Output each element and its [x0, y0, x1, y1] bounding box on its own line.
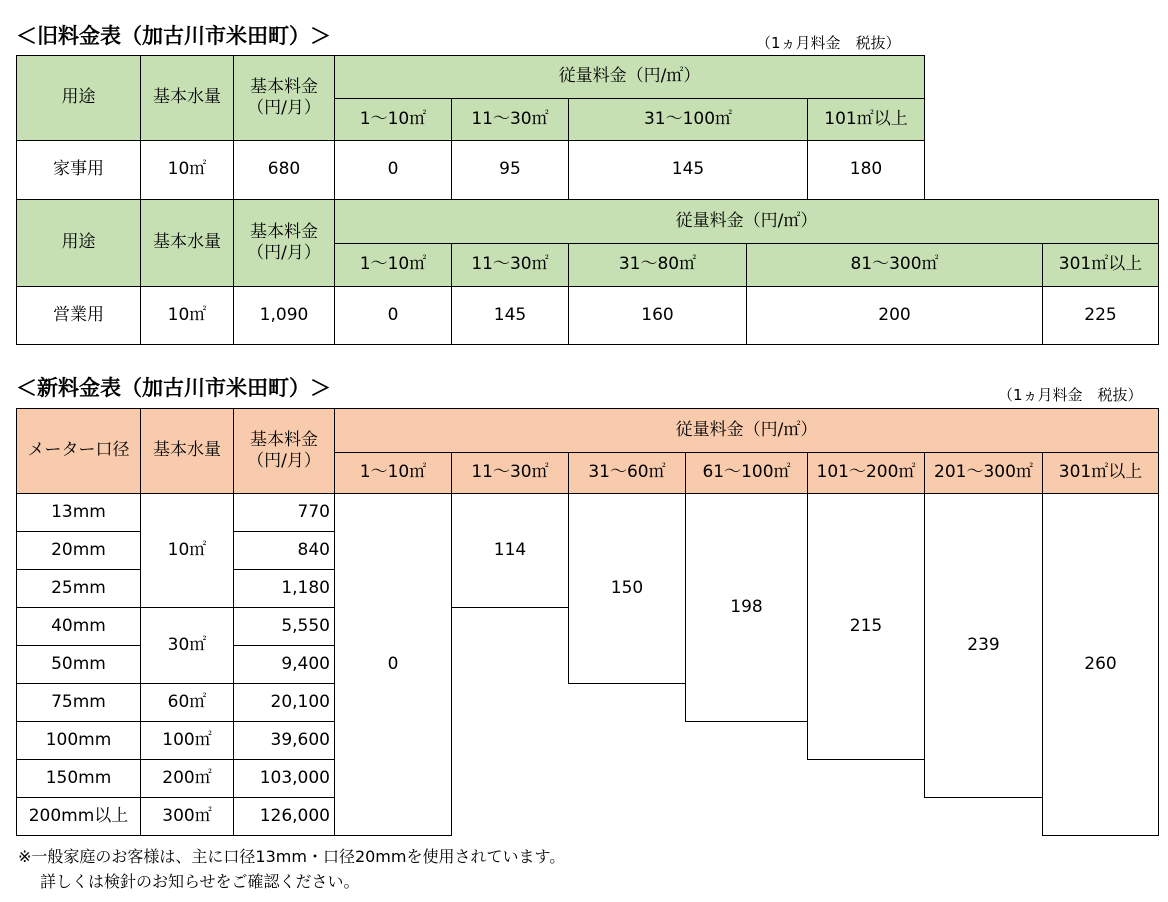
footnote-line-1: ※一般家庭のお客様は、主に口径13mm・口径20mmを使用されています。 [18, 847, 566, 866]
tier-3: 31～60㎡ [568, 452, 686, 494]
home-rate-3: 145 [568, 140, 808, 200]
rate-tier-2: 114 [451, 493, 569, 608]
rate-tier-4: 198 [685, 493, 808, 722]
new-table-title: ＜新料金表（加古川市米田町）＞ [16, 376, 331, 400]
business-rate-2: 145 [451, 286, 569, 345]
business-rate-1: 0 [334, 286, 452, 345]
tier-4: 101㎡以上 [807, 98, 925, 141]
business-rate-3: 160 [568, 286, 747, 345]
tier-3: 31～80㎡ [568, 243, 747, 287]
tier-4: 61～100㎡ [685, 452, 808, 494]
base-fee-40mm: 5,550 [233, 607, 335, 646]
tier-2: 11～30㎡ [451, 452, 569, 494]
header-use: 用途 [16, 199, 141, 287]
business-base-fee: 1,090 [233, 286, 335, 345]
rate-tier-6: 239 [924, 493, 1043, 798]
meter-50mm: 50mm [16, 645, 141, 684]
tier-5: 101～200㎡ [807, 452, 925, 494]
header-metered: 従量料金（円/㎡） [334, 408, 1159, 453]
meter-200mm-plus: 200mm以上 [16, 797, 141, 836]
old-table-note: （1ヵ月料金 税抜） [756, 34, 901, 52]
rate-tier-3: 150 [568, 493, 686, 684]
tier-2: 11～30㎡ [451, 98, 569, 141]
tier-5: 301㎡以上 [1042, 243, 1159, 287]
base-volume-10: 10㎡ [140, 493, 234, 608]
base-fee-150mm: 103,000 [233, 759, 335, 798]
meter-100mm: 100mm [16, 721, 141, 760]
base-volume-100: 100㎡ [140, 721, 234, 760]
header-base-volume: 基本水量 [140, 55, 234, 141]
header-use: 用途 [16, 55, 141, 141]
tier-1: 1～10㎡ [334, 452, 452, 494]
base-fee-75mm: 20,100 [233, 683, 335, 722]
header-base-fee: 基本料金（円/月） [233, 55, 335, 141]
footnote-line-2: 詳しくは検針のお知らせをご確認ください。 [40, 872, 360, 891]
new-table-note: （1ヵ月料金 税抜） [998, 386, 1143, 404]
tier-1: 1～10㎡ [334, 243, 452, 287]
base-volume-30: 30㎡ [140, 607, 234, 684]
home-rate-4: 180 [807, 140, 925, 200]
base-fee-50mm: 9,400 [233, 645, 335, 684]
header-meter-size: メーター口径 [16, 408, 141, 494]
tier-1: 1～10㎡ [334, 98, 452, 141]
row-label-home: 家事用 [16, 140, 141, 200]
business-base-volume: 10㎡ [140, 286, 234, 345]
header-metered: 従量料金（円/㎡） [334, 199, 1159, 244]
header-base-volume: 基本水量 [140, 199, 234, 287]
rate-tier-7: 260 [1042, 493, 1159, 836]
tier-6: 201～300㎡ [924, 452, 1043, 494]
header-base-fee: 基本料金（円/月） [233, 199, 335, 287]
row-label-business: 営業用 [16, 286, 141, 345]
meter-20mm: 20mm [16, 531, 141, 570]
header-base-fee: 基本料金（円/月） [233, 408, 335, 494]
home-base-volume: 10㎡ [140, 140, 234, 200]
business-rate-4: 200 [746, 286, 1043, 345]
base-fee-100mm: 39,600 [233, 721, 335, 760]
tier-4: 81～300㎡ [746, 243, 1043, 287]
rate-tier-5: 215 [807, 493, 925, 760]
base-volume-200: 200㎡ [140, 759, 234, 798]
base-fee-13mm: 770 [233, 493, 335, 532]
base-volume-300: 300㎡ [140, 797, 234, 836]
tier-2: 11～30㎡ [451, 243, 569, 287]
header-metered: 従量料金（円/㎡） [334, 55, 925, 99]
old-table-title: ＜旧料金表（加古川市米田町）＞ [16, 24, 331, 48]
meter-13mm: 13mm [16, 493, 141, 532]
meter-25mm: 25mm [16, 569, 141, 608]
business-rate-5: 225 [1042, 286, 1159, 345]
meter-150mm: 150mm [16, 759, 141, 798]
home-base-fee: 680 [233, 140, 335, 200]
rate-tier-1: 0 [334, 493, 452, 836]
home-rate-1: 0 [334, 140, 452, 200]
base-fee-25mm: 1,180 [233, 569, 335, 608]
header-base-volume: 基本水量 [140, 408, 234, 494]
tier-3: 31～100㎡ [568, 98, 808, 141]
meter-75mm: 75mm [16, 683, 141, 722]
base-fee-20mm: 840 [233, 531, 335, 570]
tier-7: 301㎡以上 [1042, 452, 1159, 494]
base-volume-60: 60㎡ [140, 683, 234, 722]
home-rate-2: 95 [451, 140, 569, 200]
meter-40mm: 40mm [16, 607, 141, 646]
base-fee-200mm-plus: 126,000 [233, 797, 335, 836]
